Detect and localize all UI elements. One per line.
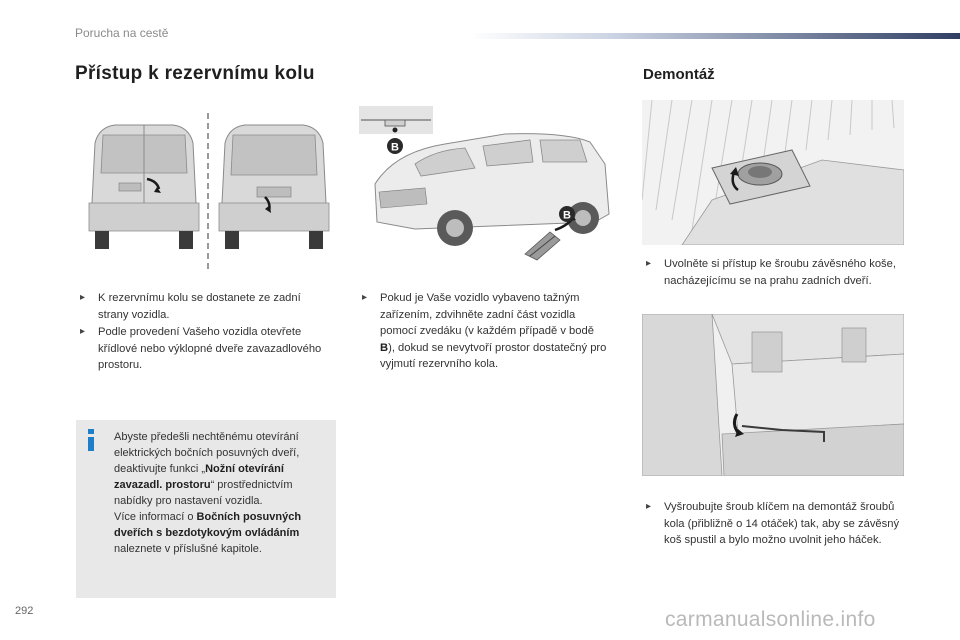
left-bullets xyxy=(80,290,330,375)
header-rule xyxy=(470,33,960,39)
bullet-marker: ▸ xyxy=(646,258,652,269)
page-title: Přístup k rezervnímu kolu xyxy=(75,63,315,84)
bullet-marker: ▸ xyxy=(80,292,86,303)
callout-b-top: B xyxy=(391,141,399,154)
watermark: carmanualsonline.info xyxy=(665,608,876,631)
boot-key-illustration xyxy=(642,314,904,476)
right-bullet-1: ▸ Uvolněte si přístup ke šroubu závěsného koše, nacházejícímu se na prahu zadních dveří. xyxy=(646,258,896,287)
right-bullet-1-block xyxy=(646,256,908,290)
info-icon xyxy=(85,429,97,451)
bullet-marker: ▸ xyxy=(80,326,86,337)
info-text: Abyste předešli nechtěnému otevírání elektrických bočních posuvných dveří, deaktivujte funkci „Nožní otevírání zavazadl. prostoru“ prostřednictvím nabídky pro nastavení vozidla. Více informací o Bočních posuvných dveřích s bezdotykovým ovládáním naleznete v příslušné kapitole. xyxy=(114,431,302,555)
section-title: Porucha na cestě xyxy=(75,26,169,40)
van-jack-illustration xyxy=(355,104,625,274)
info-bold-1: Nožní otevírání zavazadl. prostoru xyxy=(114,463,284,491)
rear-doors-illustration xyxy=(85,105,335,275)
page-number: 292 xyxy=(15,605,34,617)
middle-bullet-1: ▸ Pokud je Vaše vozidlo vybaveno tažným zařízením, zdvihněte zadní část vozidla pomocí zvedáku (v každém případě v bodě B), dokud se nevytvoří prostor dostatečný pro vyjmutí rezervního kola. xyxy=(362,292,607,370)
left-bullet-1: ▸ K rezervnímu kolu se dostanete ze zadní strany vozidla. xyxy=(80,292,301,321)
subsection-title: Demontáž xyxy=(643,66,715,83)
right-bullet-2: ▸ Vyšroubujte šroub klíčem na demontáž šroubů kola (přibližně o 14 otáček) tak, aby se závěsný koš spustil a bylo možno uvolnit jeho háček. xyxy=(646,501,900,546)
callout-b-jack: B xyxy=(563,209,571,222)
info-box xyxy=(76,420,336,598)
left-bullet-2: ▸ Podle provedení Vašeho vozidla otevřete křídlové nebo výklopné dveře zavazadlového prostoru. xyxy=(80,326,322,371)
spare-wheel-illustration xyxy=(642,100,904,245)
right-bullet-2-block xyxy=(646,499,908,550)
bullet-marker: ▸ xyxy=(646,501,652,512)
info-bold-2: Bočních posuvných dveřích s bezdotykovým ovládáním xyxy=(114,511,302,539)
bullet-marker: ▸ xyxy=(362,292,368,303)
middle-bullets xyxy=(362,290,610,374)
